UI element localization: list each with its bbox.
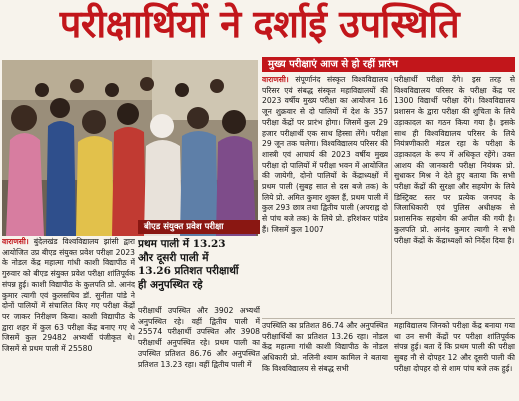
column-divider [391,78,392,314]
callout-line: और दूसरी पाली में [138,251,209,264]
news-photo [2,60,258,236]
page-headline: परीक्षार्थियों ने दर्शाई उपस्थिति [59,2,460,46]
right-story-column-2: परीक्षार्थी परीक्षा देंगे। इस तरह से विश्वविद्यालय परिसर के परीक्षा केंद्र पर 1300 विद्यार्थी परीक्षा देंगे। विश्वविद्यालय प्रशासन के द्वारा परीक्षा की शुचिता के लिये उड़ाकादल का गठन किया गया है। इसके साथ ही विश्वविद्यालय परिसर के लिये नियंत्रणीकारी मंडल रहा के परीक्षा के उड़ाकादल के रूप में अधिकृत रहेंगे। उक्त आशय की जानकारी परीक्षा नियंत्रक प्रो. सुधाकर मिश्र ने देते हुए बताया कि सभी परीक्षा केंद्रों की सुरक्षा और सहयोग के लिये डिस्ट्रिक्ट स्तर पर प्रत्येक जनपद के जिलाधिकारी एवं पुलिस अधीक्षक से प्रशासनिक सहयोग की अपील की गयी है। कुलपति प्रो. आनंद कुमार त्यागी ने सभी परीक्षा केंद्रों के केंद्राध्यक्षों को निर्देश दिया है। [394,75,515,245]
dateline: वाराणसी। [262,75,289,84]
bottom-story-column-2: महाविद्यालय जिनको परीक्षा केंद्र बनाया गया था उन सभी केंद्रों पर परीक्षा शांतिपूर्वक संपन्न हुई। बता दें कि प्रथम पाली की परीक्षा सुबह नौ से दोपहर 12 और दूसरी पाली की परीक्षा दोपहर दो से शाम पांच बजे तक हुई। [394,321,515,373]
right-story-column-1 [262,75,388,315]
section-divider [262,318,515,319]
callout-line: ही अनुपस्थित रहे [138,278,203,291]
bottom-story-column-1: उपस्थिति का प्रतिशत 86.74 और अनुपस्थित परीक्षार्थियों का प्रतिशत 13.26 रहा। नोडल केंद्र महात्मा गांधी काशी विद्यापीठ के नोडल अधिकारी प्रो. नलिनी श्याम कामिल ने बताया कि विश्वविद्यालय से संबद्ध सभी [262,321,388,373]
highlight-callout [138,238,260,304]
right-story-text-1: संपूर्णानंद संस्कृत विश्वविद्यालय परिसर एवं संबद्ध संस्कृत महाविद्यालयों की 2023 वर्षीय मुख्य परीक्षा का आयोजन 16 जून शुक्रवार से दो पालियों में देश के 357 परीक्षा केंद्रों पर प्रारंभ होगा। जिसमें कुल 29 हजार परीक्षार्थी एक साथ हिस्सा लेंगे। परीक्षा 29 जून तक चलेगा। विश्वविद्यालय परिसर की शास्त्री एवं आचार्य की 2023 वर्षीय मुख्य परीक्षा दो पालियों में परीक्षा भवन में आयोजित की जायेगी, दोनो पालियों के केंद्राध्यक्षों में प्रथम पाली (सुबह सात से दस बजे तक) के लिये प्रो. अमित कुमार शुक्ल हैं, प्रथम पाली में कुल 293 छात्र तथा द्वितीय पाली (अपराह्न दो से पांच बजे तक) के लिये प्रो. हरिशंकर पांडेय हैं। जिसमें कुल 1007 [262,75,388,234]
section-badge: बीएड संयुक्त प्रवेश परीक्षा [138,220,260,234]
callout-line: प्रथम पाली में 13.23 [138,238,226,250]
callout-line: 13.26 प्रतिशत परीक्षार्थी [138,265,239,277]
section-subheading: मुख्य परीक्षाएं आज से हो रहीं प्रारंभ [262,57,515,72]
left-story-text-1: बुंदेलखंड विश्वविद्यालय झांसी द्वारा आयोजित उप्र बीएड संयुक्त प्रवेश परीक्षा 2023 के नोडल केंद्र महात्मा गांधी काशी विद्यापीठ में गुरुवार को बीएड संयुक्त प्रवेश परीक्षा शांतिपूर्वक संपन्न हुई। काशी विद्यापीठ के कुलपति प्रो. आनंद कुमार त्यागी एवं कुलसचिव डॉ. सुनीता पांडे ने दोनों पालियों में संचालित किए गए परीक्षा केंद्रों पर जाकर निरीक्षण किया। काशी विद्यापीठ के द्वारा शहर में कुल 63 परीक्षा केंद्र बनाए गए थे जिसमें कुल 29482 अभ्यर्थी पंजीकृत थे। जिसमें से प्रथम पाली में 25580 [2,237,135,354]
left-story-column-1 [2,237,135,401]
dateline: वाराणसी। [2,237,29,246]
left-story-column-2: परीक्षार्थी उपस्थित और 3902 अभ्यर्थी अनुपस्थित रहे। वहीं द्वितीय पाली में 25574 परीक्षार्थी उपस्थित और 3908 परीक्षार्थी अनुपस्थित रहे। प्रथम पाली का उपस्थित प्रतिशत 86.76 और अनुपस्थित प्रतिशत 13.23 रहा। वहीं द्वितीय पाली में [138,306,260,369]
students-crowd-photo [2,60,258,236]
